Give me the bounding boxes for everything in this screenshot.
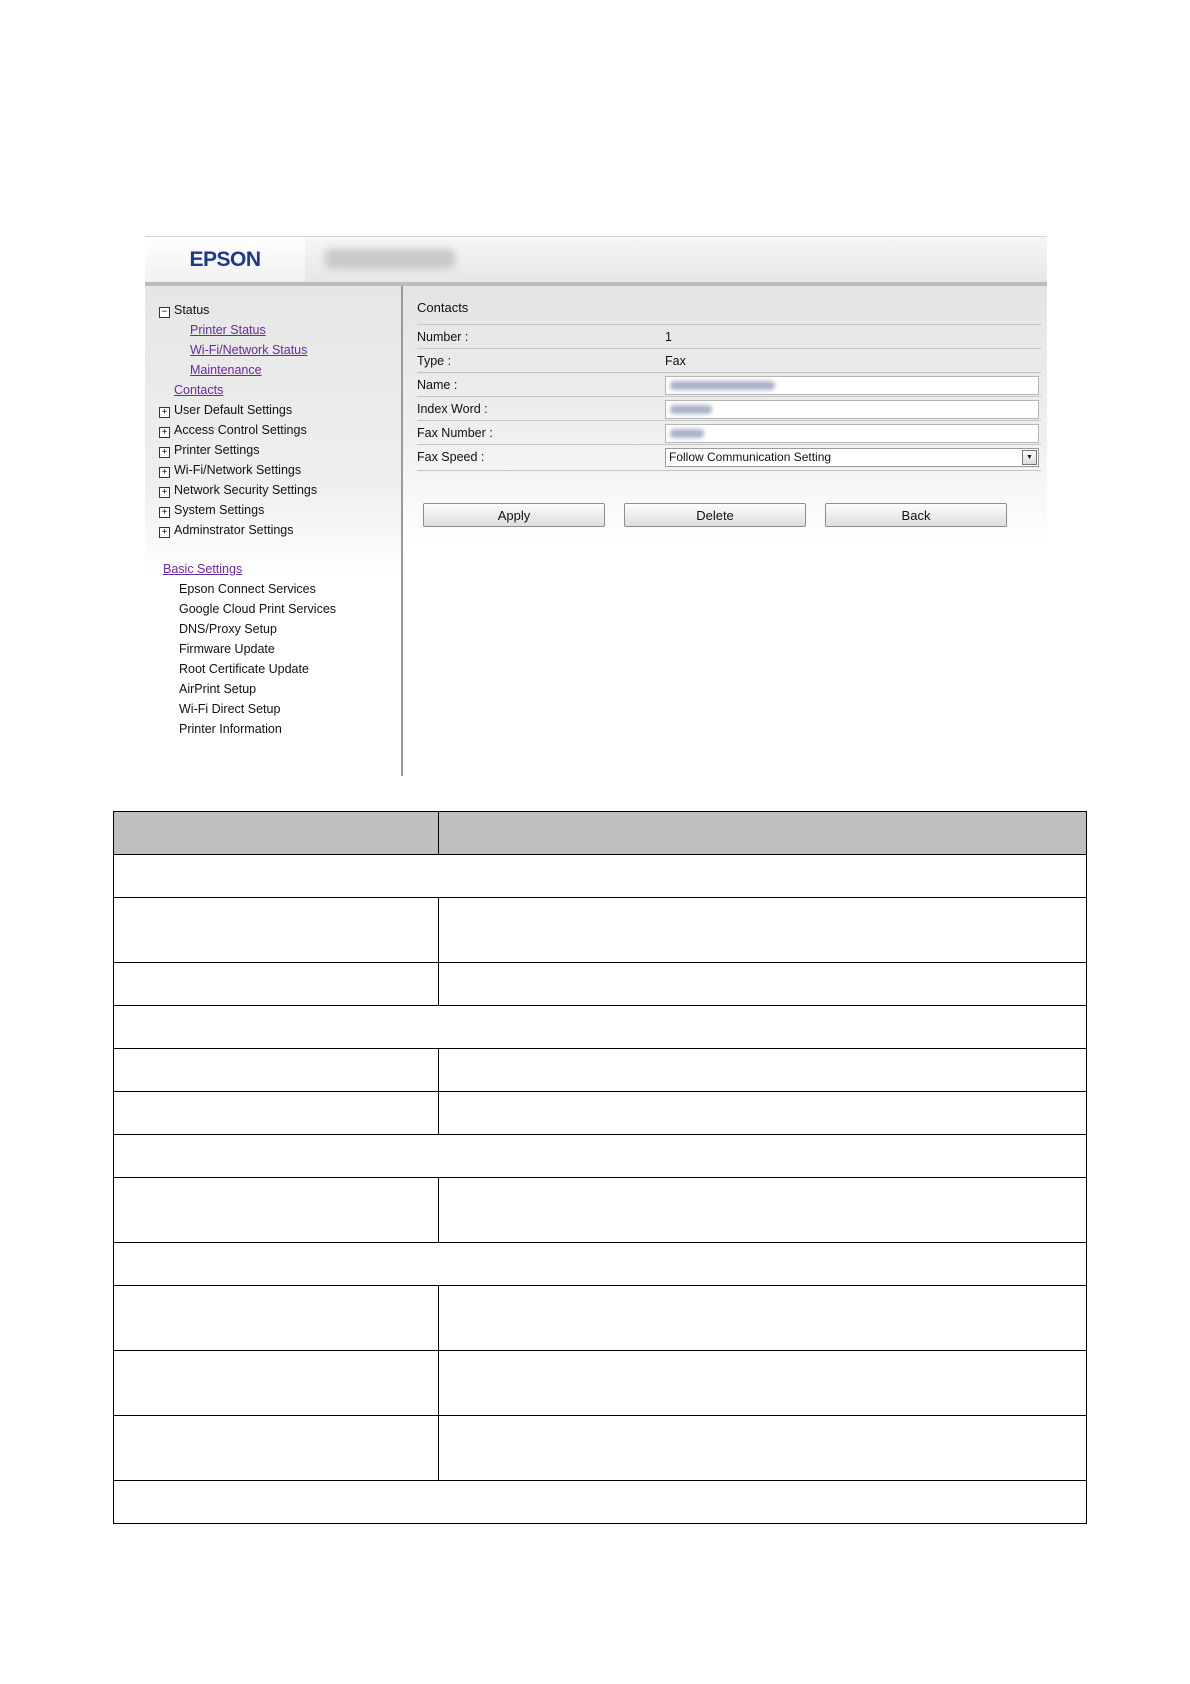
- table-cell: [114, 1178, 439, 1243]
- sidebar-link-basic-settings[interactable]: Basic Settings: [163, 562, 243, 576]
- sidebar-item-label: Network Security Settings: [174, 483, 318, 497]
- field-row-number: [417, 324, 1041, 350]
- table-row: [114, 963, 1087, 1006]
- table-cell: [439, 963, 1087, 1006]
- epson-logo: [145, 237, 305, 283]
- index-word-input[interactable]: [665, 400, 1039, 419]
- sidebar-item-access-control-settings[interactable]: [159, 422, 307, 438]
- basic-item-firmware-update[interactable]: Firmware Update: [179, 642, 275, 656]
- basic-item-epson-connect[interactable]: Epson Connect Services: [179, 582, 316, 596]
- back-button[interactable]: Back: [825, 503, 1007, 527]
- table-row: [114, 1416, 1087, 1481]
- header-bar: [145, 236, 1047, 283]
- table-section-row: [114, 1006, 1087, 1049]
- table-section-cell: [114, 1481, 1087, 1524]
- table-row: [114, 1092, 1087, 1135]
- sidebar-item-label: Status: [174, 303, 210, 317]
- index-word-label: Index Word :: [417, 402, 488, 416]
- table-header-row: [114, 812, 1087, 855]
- basic-item-google-cloud-print[interactable]: Google Cloud Print Services: [179, 602, 337, 616]
- table-cell: [114, 1092, 439, 1135]
- type-label: Type :: [417, 354, 452, 368]
- table-section-row: [114, 1481, 1087, 1524]
- table-section-cell: [114, 1006, 1087, 1049]
- field-row-name: [417, 372, 1041, 398]
- basic-item-root-certificate[interactable]: Root Certificate Update: [179, 662, 309, 676]
- sidebar-link-printer-status[interactable]: Printer Status: [190, 323, 266, 337]
- fax-number-input[interactable]: [665, 424, 1039, 443]
- table-section-cell: [114, 1135, 1087, 1178]
- table-cell: [114, 1286, 439, 1351]
- fax-number-label: Fax Number :: [417, 426, 493, 440]
- index-word-value-blurred: [670, 405, 712, 414]
- web-config-screenshot: [145, 236, 1047, 776]
- sidebar-item-label: Wi-Fi/Network Settings: [174, 463, 302, 477]
- sidebar-link-contacts[interactable]: Contacts: [174, 383, 224, 397]
- table-cell: [114, 1049, 439, 1092]
- field-row-fax-speed: [417, 444, 1041, 471]
- field-row-fax-number: [417, 420, 1041, 446]
- sidebar-item-label: Access Control Settings: [174, 423, 307, 437]
- page-title: Contacts: [417, 300, 469, 315]
- table-section-cell: [114, 1243, 1087, 1286]
- fax-speed-select[interactable]: [665, 448, 1039, 467]
- basic-item-dns-proxy[interactable]: DNS/Proxy Setup: [179, 622, 277, 636]
- expand-icon[interactable]: +: [159, 407, 170, 418]
- table-cell: [439, 1178, 1087, 1243]
- expand-icon[interactable]: +: [159, 507, 170, 518]
- collapse-icon[interactable]: −: [159, 307, 170, 318]
- model-name-area: [305, 237, 1047, 283]
- name-label: Name :: [417, 378, 458, 392]
- expand-icon[interactable]: +: [159, 487, 170, 498]
- table-cell: [114, 963, 439, 1006]
- table-row: [114, 898, 1087, 963]
- table-header-cell: [439, 812, 1087, 855]
- sidebar-item-label: User Default Settings: [174, 403, 293, 417]
- table-cell: [439, 1049, 1087, 1092]
- sidebar-item-label: Adminstrator Settings: [174, 523, 294, 537]
- number-value: 1: [665, 330, 672, 344]
- basic-item-printer-information[interactable]: Printer Information: [179, 722, 282, 736]
- delete-button[interactable]: Delete: [624, 503, 806, 527]
- fax-number-value-blurred: [670, 429, 704, 438]
- expand-icon[interactable]: +: [159, 467, 170, 478]
- table-row: [114, 1049, 1087, 1092]
- contacts-panel: [403, 286, 1047, 776]
- table-section-row: [114, 855, 1087, 898]
- sidebar-item-network-security-settings[interactable]: [159, 482, 317, 498]
- field-row-type: [417, 348, 1041, 374]
- table-section-row: [114, 1243, 1087, 1286]
- table-section-row: [114, 1135, 1087, 1178]
- name-input[interactable]: [665, 376, 1039, 395]
- table-section-cell: [114, 855, 1087, 898]
- expand-icon[interactable]: +: [159, 527, 170, 538]
- expand-icon[interactable]: +: [159, 447, 170, 458]
- sidebar: [145, 286, 401, 776]
- table-cell: [439, 1092, 1087, 1135]
- sidebar-link-maintenance[interactable]: Maintenance: [190, 363, 262, 377]
- table-cell: [114, 1351, 439, 1416]
- sidebar-item-wifi-network-settings[interactable]: [159, 462, 301, 478]
- sidebar-item-administrator-settings[interactable]: [159, 522, 294, 538]
- basic-item-wifi-direct[interactable]: Wi-Fi Direct Setup: [179, 702, 281, 716]
- table-header-cell: [114, 812, 439, 855]
- fax-speed-selected-value: Follow Communication Setting: [669, 450, 832, 464]
- name-value-blurred: [670, 381, 775, 390]
- table-row: [114, 1351, 1087, 1416]
- sidebar-item-printer-settings[interactable]: [159, 442, 259, 458]
- settings-table: [113, 811, 1087, 1524]
- table-cell: [439, 898, 1087, 963]
- table-row: [114, 1178, 1087, 1243]
- table-cell: [439, 1351, 1087, 1416]
- sidebar-link-wifi-network-status[interactable]: Wi-Fi/Network Status: [190, 343, 308, 357]
- table-cell: [114, 898, 439, 963]
- field-row-index-word: [417, 396, 1041, 422]
- logo-text: EPSON: [189, 248, 261, 271]
- table-row: [114, 1286, 1087, 1351]
- number-label: Number :: [417, 330, 469, 344]
- table-cell: [439, 1416, 1087, 1481]
- table-cell: [439, 1286, 1087, 1351]
- basic-item-airprint[interactable]: AirPrint Setup: [179, 682, 257, 696]
- apply-button[interactable]: Apply: [423, 503, 605, 527]
- sidebar-item-user-default-settings[interactable]: [159, 402, 292, 418]
- expand-icon[interactable]: +: [159, 427, 170, 438]
- fax-speed-label: Fax Speed :: [417, 450, 485, 464]
- model-name-blurred: [325, 249, 455, 269]
- table-cell: [114, 1416, 439, 1481]
- type-value: Fax: [665, 354, 686, 368]
- dropdown-arrow-icon[interactable]: ▼: [1022, 450, 1037, 465]
- sidebar-item-label: System Settings: [174, 503, 265, 517]
- sidebar-item-system-settings[interactable]: [159, 502, 264, 518]
- sidebar-item-label: Printer Settings: [174, 443, 260, 457]
- sidebar-item-status[interactable]: [159, 302, 209, 318]
